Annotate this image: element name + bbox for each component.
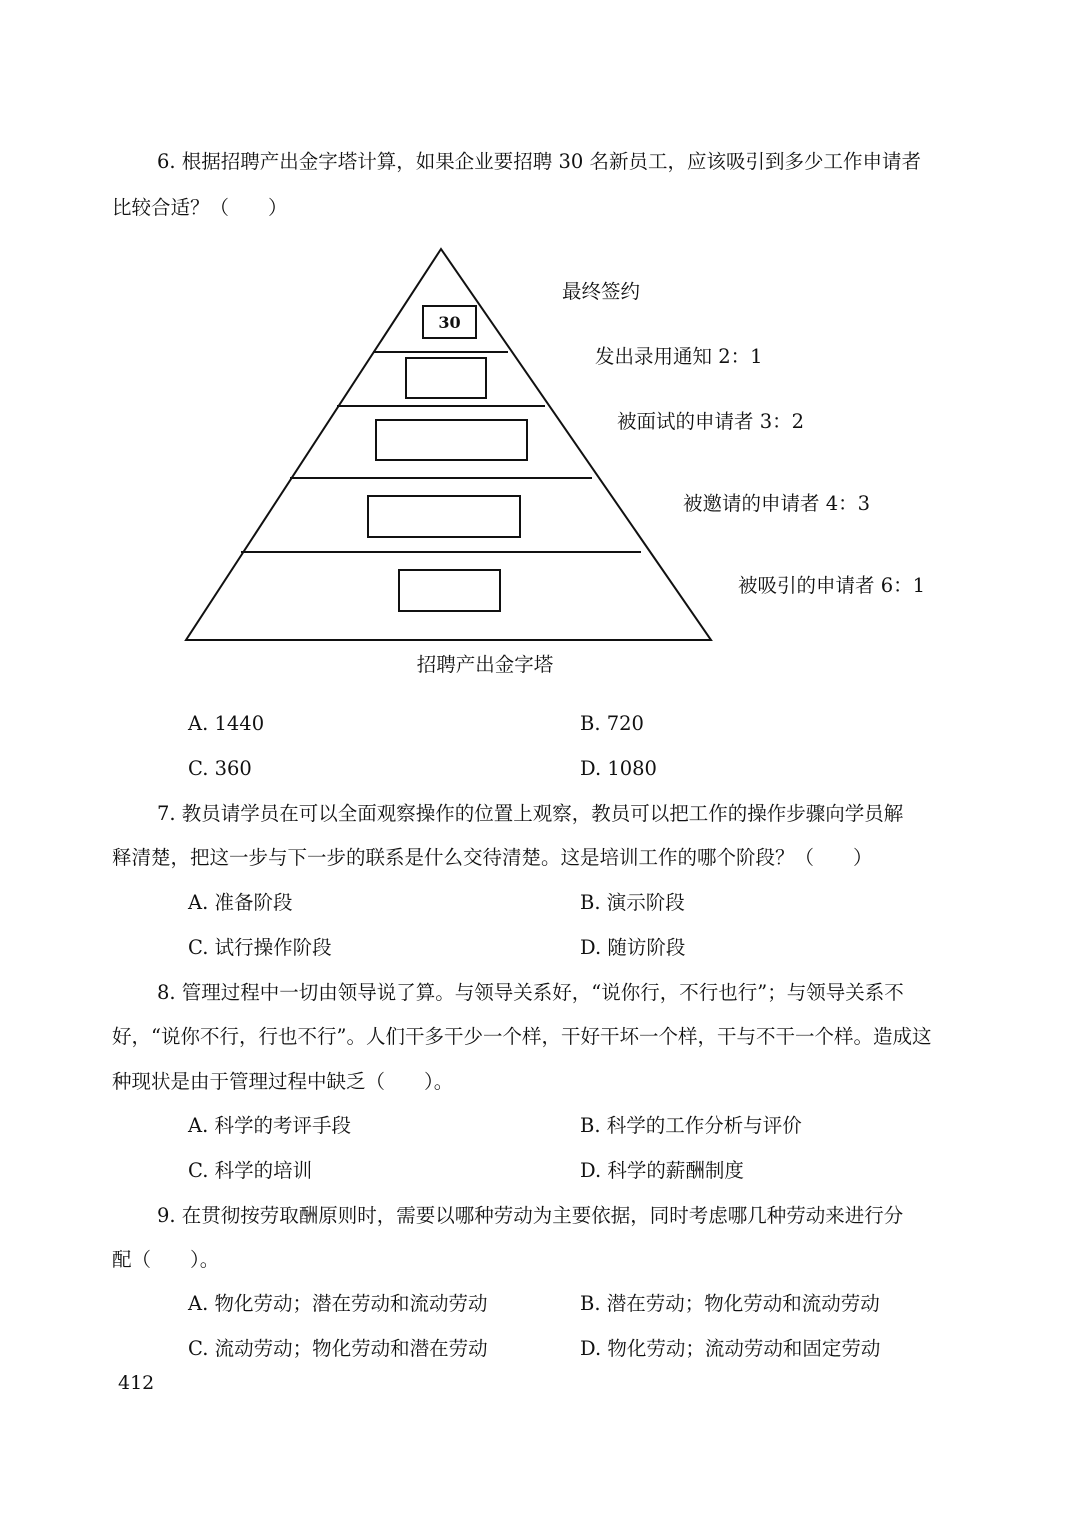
q8-option-b[interactable]: B. 科学的工作分析与评价 [580, 1114, 802, 1137]
q6-option-a[interactable]: A. 1440 [188, 712, 265, 735]
q8-option-d[interactable]: D. 科学的薪酬制度 [580, 1159, 744, 1182]
q7-option-d[interactable]: D. 随访阶段 [580, 936, 686, 959]
q8-stem-line1: 8. 管理过程中一切由领导说了算。与领导关系好，“说你行，不行也行”；与领导关系不 [157, 981, 904, 1004]
pyramid-level-label-5: 被吸引的申请者 6：1 [738, 574, 926, 597]
q8-stem-line2: 好，“说你不行，行也不行”。人们干多干少一个样，干好干坏一个样，干与不干一个样。造成这 [112, 1025, 932, 1048]
q7-option-a[interactable]: A. 准备阶段 [188, 891, 293, 914]
q8-option-a[interactable]: A. 科学的考评手段 [188, 1114, 351, 1137]
pyramid-box-1-value: 30 [438, 313, 461, 332]
pyramid-level-label-3: 被面试的申请者 3：2 [617, 410, 805, 433]
pyramid-level-label-4: 被邀请的申请者 4：3 [683, 492, 871, 515]
q9-stem-line2: 配（ ）。 [112, 1248, 220, 1271]
q6-option-d[interactable]: D. 1080 [580, 757, 657, 780]
q7-stem-line1: 7. 教员请学员在可以全面观察操作的位置上观察，教员可以把工作的操作步骤向学员解 [157, 802, 904, 825]
pyramid-box-5 [399, 570, 500, 611]
pyramid-level-label-1: 最终签约 [562, 280, 641, 303]
q6-option-c[interactable]: C. 360 [188, 757, 252, 780]
q8-option-c[interactable]: C. 科学的培训 [188, 1159, 313, 1182]
q9-option-d[interactable]: D. 物化劳动；流动劳动和固定劳动 [580, 1337, 881, 1360]
pyramid-box-4 [368, 496, 520, 537]
q7-option-c[interactable]: C. 试行操作阶段 [188, 936, 332, 959]
q9-option-c[interactable]: C. 流动劳动；物化劳动和潜在劳动 [188, 1337, 488, 1360]
q6-stem-line2: 比较合适？（ ） [112, 196, 288, 219]
pyramid-level-label-2: 发出录用通知 2：1 [595, 345, 763, 368]
q9-option-a[interactable]: A. 物化劳动；潜在劳动和流动劳动 [188, 1292, 488, 1315]
page-number: 412 [118, 1372, 155, 1394]
q6-option-b[interactable]: B. 720 [580, 712, 644, 735]
q8-stem-line3: 种现状是由于管理过程中缺乏（ ）。 [112, 1070, 454, 1093]
recruitment-pyramid-diagram [0, 0, 1080, 700]
pyramid-caption: 招聘产出金字塔 [416, 653, 554, 676]
q7-stem-line2: 释清楚，把这一步与下一步的联系是什么交待清楚。这是培训工作的哪个阶段？（ ） [112, 846, 873, 869]
pyramid-box-3 [376, 420, 527, 460]
q9-option-b[interactable]: B. 潜在劳动；物化劳动和流动劳动 [580, 1292, 880, 1315]
q7-option-b[interactable]: B. 演示阶段 [580, 891, 685, 914]
q6-stem-line1: 6. 根据招聘产出金字塔计算，如果企业要招聘 30 名新员工，应该吸引到多少工作申请者 [157, 150, 922, 173]
q9-stem-line1: 9. 在贯彻按劳取酬原则时，需要以哪种劳动为主要依据，同时考虑哪几种劳动来进行分 [157, 1204, 904, 1227]
pyramid-box-2 [406, 358, 486, 398]
